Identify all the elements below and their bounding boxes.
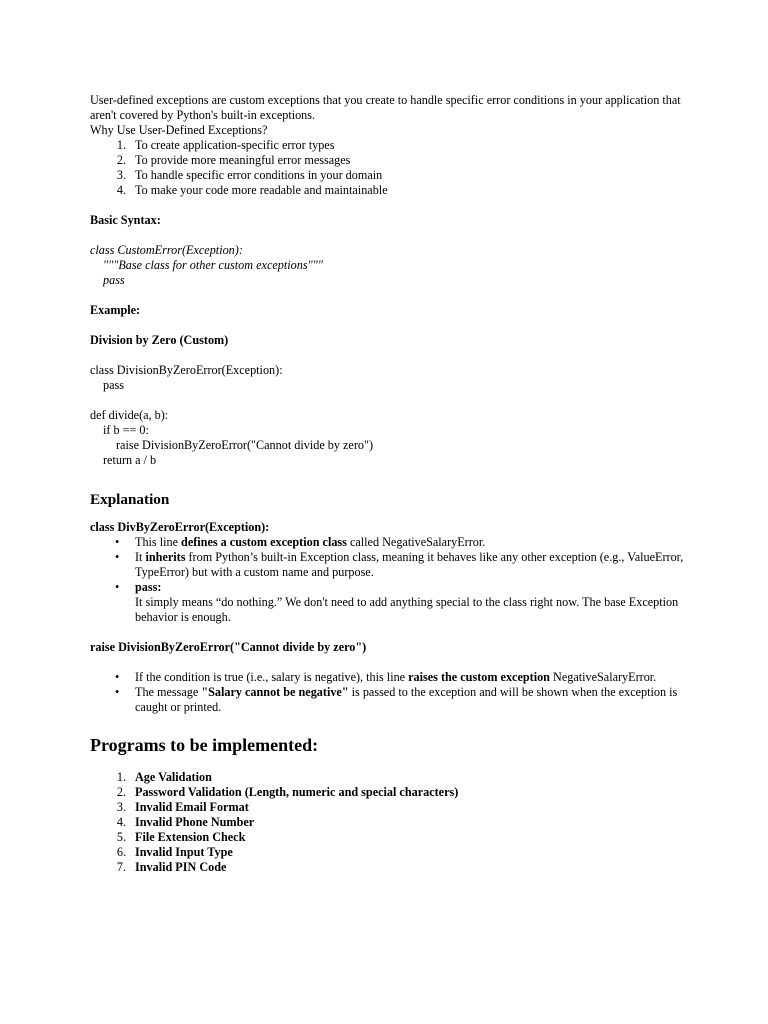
list-item: 3. Invalid Email Format bbox=[116, 800, 249, 814]
code-line-2: pass bbox=[103, 378, 124, 392]
raise-bullets bbox=[90, 670, 690, 715]
example-subheading: Division by Zero (Custom) bbox=[90, 333, 229, 347]
code-line-5: raise DivisionByZeroError("Cannot divide by zero") bbox=[116, 438, 374, 452]
code-line-4: if b == 0: bbox=[103, 423, 149, 437]
list-item: • If the condition is true (i.e., salary is negative), this line raises the custom exception NegativeSalaryError. bbox=[115, 670, 657, 684]
document-page bbox=[90, 93, 690, 875]
list-item: 7. Invalid PIN Code bbox=[116, 860, 227, 874]
why-heading: Why Use User-Defined Exceptions? bbox=[90, 123, 268, 137]
code-line-1: class DivisionByZeroError(Exception): bbox=[90, 363, 283, 377]
intro-paragraph: User-defined exceptions are custom exceptions that you create to handle specific error conditions in your application that aren't covered by Python's built-in exceptions. bbox=[90, 93, 681, 122]
programs-heading: Programs to be implemented: bbox=[90, 735, 319, 755]
code-line-3: def divide(a, b): bbox=[90, 408, 169, 422]
list-item: 2. To provide more meaningful error messages bbox=[116, 153, 351, 167]
syntax-line-3: pass bbox=[103, 273, 125, 287]
bullet-icon: • bbox=[115, 670, 120, 684]
list-item: 4. To make your code more readable and maintainable bbox=[116, 183, 388, 197]
bullet-icon: • bbox=[115, 580, 120, 594]
raise-heading: raise DivisionByZeroError("Cannot divide by zero") bbox=[90, 640, 367, 654]
explanation-bullets bbox=[90, 535, 690, 625]
list-item: • The message "Salary cannot be negative" is passed to the exception and will be shown when the exception is caught or printed. bbox=[115, 685, 678, 714]
list-item: 2. Password Validation (Length, numeric and special characters) bbox=[116, 785, 459, 799]
list-item: • This line defines a custom exception class called NegativeSalaryError. bbox=[115, 535, 486, 549]
list-item: 1. Age Validation bbox=[116, 770, 212, 784]
basic-syntax-heading: Basic Syntax: bbox=[90, 213, 161, 227]
programs-list bbox=[90, 770, 690, 875]
bullet-icon: • bbox=[115, 535, 120, 549]
list-item: 4. Invalid Phone Number bbox=[116, 815, 255, 829]
syntax-line-2: """Base class for other custom exceptions""" bbox=[103, 258, 323, 272]
class-heading: class DivByZeroError(Exception): bbox=[90, 520, 270, 534]
code-line-6: return a / b bbox=[103, 453, 157, 467]
list-item: 1. To create application-specific error types bbox=[116, 138, 335, 152]
list-item: 6. Invalid Input Type bbox=[116, 845, 233, 859]
bullet-icon: • bbox=[115, 550, 120, 564]
list-item: 5. File Extension Check bbox=[116, 830, 246, 844]
explanation-heading: Explanation bbox=[90, 491, 170, 508]
syntax-line-1: class CustomError(Exception): bbox=[90, 243, 243, 257]
example-heading: Example: bbox=[90, 303, 141, 317]
list-item: • It inherits from Python’s built-in Exception class, meaning it behaves like any other exception (e.g., ValueError, TypeError) but with a custom name and purpose. bbox=[115, 550, 684, 579]
reasons-list bbox=[90, 138, 690, 198]
bullet-icon: • bbox=[115, 685, 120, 699]
list-item: • pass: It simply means “do nothing.” We don't need to add anything special to the class right now. The base Exception behavior is enough. bbox=[115, 580, 679, 624]
list-item: 3. To handle specific error conditions in your domain bbox=[116, 168, 383, 182]
